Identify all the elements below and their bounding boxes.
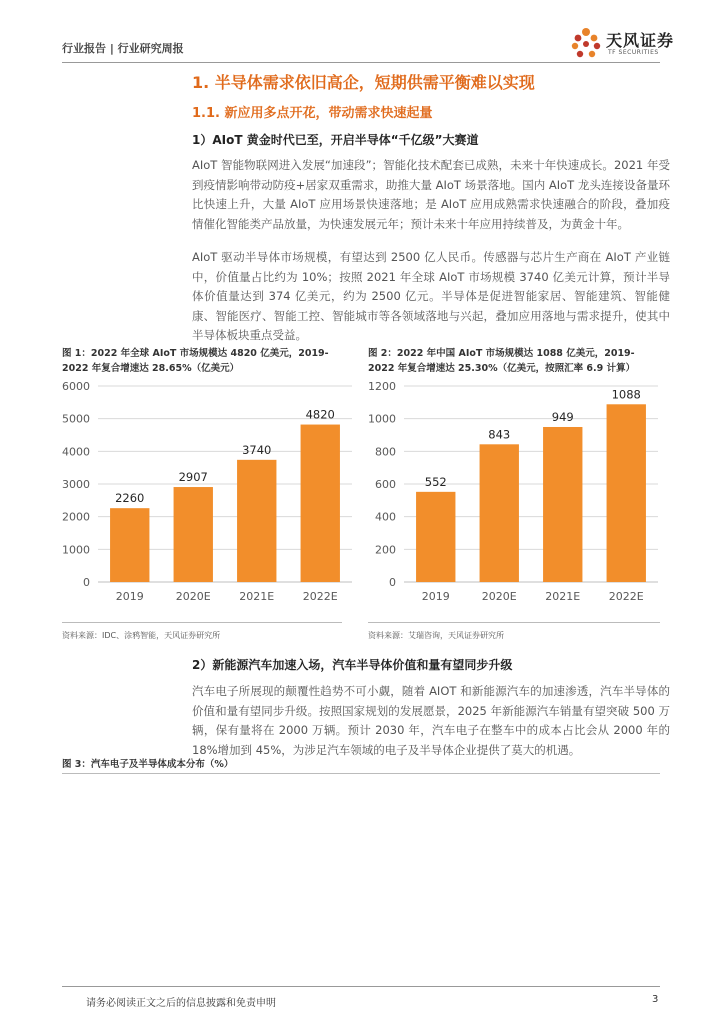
paragraph-ev: 汽车电子所展现的颠覆性趋势不可小觑，随着 AIOT 和新能源汽车的加速渗透，汽车半导体的价值和量有望同步升级。按照国家规划的发展愿景，2025 年新能源汽车销量有望突破 500 万辆，保有量将在 2000 万辆。预计 2030 年，汽车电子在整车中的成本占比会从 2000 年的 18%增加到 45%，为涉足汽车领域的电子及半导体企业提供了莫大的机遇。 — [192, 684, 670, 757]
bar-2021E — [543, 427, 582, 582]
bar-value-label: 949 — [551, 409, 574, 424]
bar-2021E — [237, 460, 276, 582]
bar-value-label: 1088 — [611, 387, 641, 402]
y-tick-label: 4000 — [62, 445, 90, 459]
x-tick-label: 2021E — [239, 590, 275, 603]
x-tick-label: 2022E — [608, 590, 644, 603]
figure-2-caption: 图 2：2022 年中国 AIoT 市场规模达 1088 亿美元，2019-2022 年复合增速达 25.30%（亿美元，按照汇率 6.9 计算） — [368, 348, 636, 374]
x-tick-label: 2019 — [115, 590, 144, 603]
y-tick-label: 0 — [83, 576, 90, 589]
logo-text-en: TF SECURITIES — [608, 49, 659, 56]
page-number: 3 — [652, 994, 659, 1005]
china-aiot-market-chart — [362, 376, 666, 610]
bar-2020E — [174, 487, 213, 582]
bar-value-label: 552 — [424, 474, 447, 489]
tf-logo-icon — [568, 24, 604, 64]
company-logo — [568, 24, 678, 64]
y-tick-label: 0 — [389, 576, 396, 589]
figure-2-rule — [368, 622, 660, 623]
bar-2020E — [480, 444, 519, 582]
bar-value-label: 4820 — [305, 407, 335, 422]
y-tick-label: 2000 — [62, 510, 90, 524]
footer-rule — [62, 986, 660, 987]
bar-value-label: 3740 — [242, 442, 272, 457]
bar-2022E — [301, 425, 340, 582]
y-tick-label: 1000 — [62, 543, 90, 557]
y-tick-label: 600 — [375, 478, 396, 491]
y-tick-label: 1200 — [368, 380, 396, 393]
point-heading-ev: 2）新能源汽车加速入场，汽车半导体价值和量有望同步升级 — [192, 658, 513, 672]
figure-1-rule — [62, 622, 342, 623]
footer-disclaimer: 请务必阅读正文之后的信息披露和免责申明 — [86, 998, 276, 1009]
report-type-label: 行业报告 | 行业研究周报 — [62, 42, 184, 55]
figure-1-source: 资料来源：IDC、涂鸦智能，天风证券研究所 — [62, 631, 221, 640]
bar-value-label: 843 — [488, 427, 511, 442]
y-tick-label: 5000 — [62, 412, 90, 426]
x-tick-label: 2019 — [421, 590, 450, 603]
x-tick-label: 2022E — [302, 590, 338, 603]
figure-1-caption: 图 1：2022 年全球 AIoT 市场规模达 4820 亿美元，2019-2022 年复合增速达 28.65%（亿美元） — [62, 348, 329, 374]
header-rule — [62, 62, 660, 63]
global-aiot-market-chart — [56, 376, 360, 610]
bar-2022E — [607, 404, 646, 582]
x-tick-label: 2021E — [545, 590, 581, 603]
figure-3-caption: 图 3：汽车电子及半导体成本分布（%） — [62, 759, 234, 770]
bar-value-label: 2260 — [115, 491, 145, 506]
subsection-heading: 1.1. 新应用多点开花，带动需求快速起量 — [192, 106, 433, 121]
section-heading: 1. 半导体需求依旧高企，短期供需平衡难以实现 — [192, 73, 535, 92]
y-tick-label: 1000 — [368, 412, 396, 426]
bar-value-label: 2907 — [178, 470, 208, 485]
y-tick-label: 3000 — [62, 478, 90, 491]
bar-2019 — [416, 492, 455, 582]
point-heading-aiot: 1）AIoT 黄金时代已至，开启半导体“千亿级”大赛道 — [192, 133, 479, 147]
paragraph-aiot-intro: AIoT 智能物联网进入发展“加速段”；智能化技术配套已成熟，未来十年快速成长。2021 年受到疫情影响带动防疫+居家双重需求，助推大量 AIoT 场景落地。国内 AIoT 龙头连接设备量环比快速上升，大量 AIoT 应用场景快速落地；是 AIoT 应用成熟需求快速融合的阶段，叠加疫情催化智能类产品放量，为快速发展元年；预计未来十年应用持续普及，为黄金十年。 — [192, 158, 670, 231]
logo-text-cn: 天风证券 — [606, 31, 675, 50]
figure-2-source: 资料来源：艾瑞咨询，天风证券研究所 — [368, 631, 504, 640]
bar-2019 — [110, 508, 149, 582]
x-tick-label: 2020E — [175, 590, 211, 603]
figure-3-rule — [62, 773, 660, 774]
x-tick-label: 2020E — [481, 590, 517, 603]
paragraph-aiot-market: AIoT 驱动半导体市场规模，有望达到 2500 亿人民币。传感器与芯片生产商在 AIoT 产业链中，价值量占比约为 10%；按照 2021 年全球 AIoT 市场规模 3740 亿美元计算，预计半导体价值量达到 374 亿美元，约为 2500 亿元。半导体是促进智能家居、智能建筑、智能健康、智能医疗、智能工控、智能城市等各领域落地与兴起，叠加应用落地与需求提升，使其中半导体板块重点受益。 — [192, 250, 670, 342]
y-tick-label: 400 — [375, 510, 396, 524]
y-tick-label: 800 — [375, 445, 396, 459]
y-tick-label: 6000 — [62, 380, 90, 393]
y-tick-label: 200 — [375, 543, 396, 557]
